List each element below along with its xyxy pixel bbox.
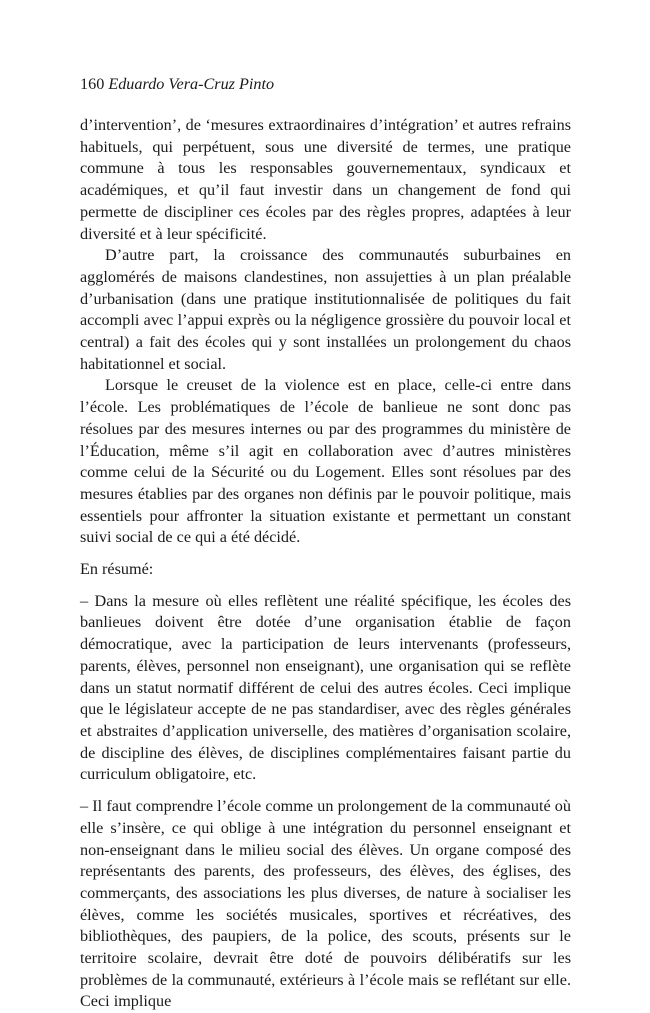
- running-head-author: Eduardo Vera-Cruz Pinto: [108, 75, 275, 93]
- paragraph-bullet-organisation: – Dans la mesure où elles reflètent une réalité spécifique, les écoles des banlieues doivent être dotée d’une organisation établie de façon démocratique, avec la participation de leurs intervenants (professeurs, parents, élèves, personnel non enseignant), une organisation qui se reflète dans un statut normatif différent de celui des autres écoles. Ceci implique que le législateur accepte de ne pas standardiser, avec des règles générales et abstraites d’application universelle, des matières d’organisation scolaire, de discipline des élèves, de disciplines complémentaires faisant partie du curriculum obligatoire, etc.: [80, 591, 571, 784]
- page-number: 160: [80, 75, 105, 93]
- running-header: [80, 74, 274, 94]
- paragraph-violence: Lorsque le creuset de la violence est en place, celle-ci entre dans l’école. Les problématiques de l’école de banlieue ne sont donc pas résolues par des mesures internes ou par des programmes du ministère de l’Éducation, même s’il agit en collaboration avec d’autres ministères comme celui de la Sécurité ou du Logement. Elles sont résolues par des mesures établies par des organes non définis par le pouvoir politique, mais essentiels pour affronter la situation existante et permettant un constant suivi social de ce qui a été décidé.: [80, 376, 571, 547]
- body-text: [80, 115, 571, 1013]
- paragraph-continuation: d’intervention’, de ‘mesures extraordinaires d’intégration’ et autres refrains habituels, qui perpétuent, sous une diversité de termes, une pratique commune à tous les responsables gouvernementaux, syndicaux et académiques, et qu’il faut investir dans un changement de fond qui permette de discipliner ces écoles par des règles propres, adaptées à leur diversité et à leur spécificité.: [80, 116, 571, 243]
- paragraph-summary-heading: En résumé:: [80, 560, 154, 579]
- paragraph-bullet-community: – Il faut comprendre l’école comme un prolongement de la communauté où elle s’insère, ce qui oblige à une intégration du personnel enseignant et non-enseignant dans le milieu social des élèves. Un organe composé des représentants des parents, des professeurs, des élèves, des églises, des commerçants, des associations les plus diverses, de nature à socialiser les élèves, comme les sociétés musicales, sportives et récréatives, des bibliothèques, des paupiers, de la police, des scouts, présents sur le territoire scolaire, devrait être doté de pouvoirs délibératifs sur les problèmes de la communauté, extérieurs à l’école mais se reflétant sur elle. Ceci implique: [80, 797, 571, 1011]
- paragraph-suburban-growth: D’autre part, la croissance des communautés suburbaines en agglomérés de maisons clandestines, non assujetties à un plan préalable d’urbanisation (dans une pratique institutionnalisée de politiques du fait accompli avec l’appui exprès ou la négligence grossière du pouvoir local et central) a fait des écoles qui y sont installées un prolongement du chaos habitationnel et social.: [80, 246, 571, 373]
